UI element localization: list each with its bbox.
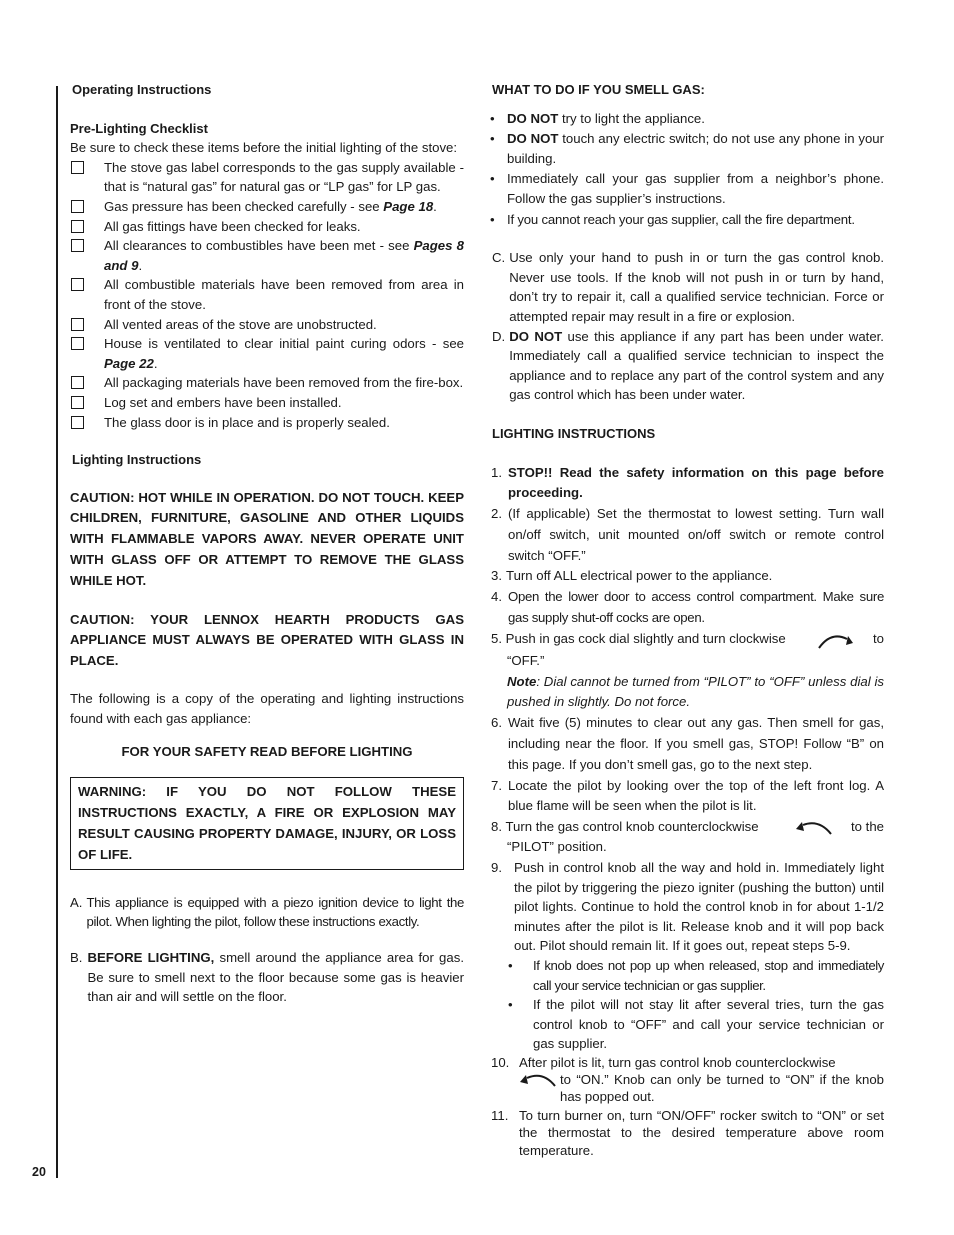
- lighting-steps: [490, 463, 884, 1160]
- smell-gas-title: WHAT TO DO IF YOU SMELL GAS:: [492, 82, 705, 97]
- list-item: • DO NOT touch any electric switch; do not use any phone in your building.: [490, 131, 884, 166]
- lighting-instructions-heading: LIGHTING INSTRUCTIONS: [492, 425, 656, 441]
- counterclockwise-arrow-icon: [518, 1071, 558, 1091]
- checklist-item: The stove gas label corresponds to the gas supply available - that is “natural gas” for natural gas or “LP gas” for LP gas.: [70, 158, 464, 197]
- safety-item-a: A. This appliance is equipped with a piezo ignition device to light the pilot. When lighting the pilot, follow these instructions exactly.: [70, 894, 464, 930]
- checklist-item: Log set and embers have been installed.: [70, 393, 464, 413]
- list-item: • If you cannot reach your gas supplier, call the fire department.: [490, 211, 855, 227]
- checklist-item: All combustible materials have been removed from area in front of the stove.: [70, 275, 464, 314]
- page-number: 20: [32, 1165, 46, 1179]
- safety-item-b: B. BEFORE LIGHTING, smell around the appliance area for gas. Be sure to smell next to the floor because some gas is heavier than air and will settle on the floor.: [70, 950, 464, 1005]
- checklist-item: Gas pressure has been checked carefully - see Page 18.: [70, 197, 464, 217]
- step-8: 8. Turn the gas control knob counterclockwise to the “PILOT” position.: [491, 818, 884, 855]
- step-1: 1. STOP!! Read the safety information on this page before proceeding.: [491, 464, 884, 501]
- page-reference: Page 22: [104, 355, 154, 371]
- checklist-item: The glass door is in place and is properly sealed.: [70, 413, 464, 433]
- step-7: 7. Locate the pilot by looking over the top of the left front log. A blue flame will be seen when the pilot is lit.: [491, 777, 884, 814]
- page-reference: Pages 8 and 9: [104, 238, 464, 273]
- right-column: [490, 80, 884, 1159]
- caution-glass: CAUTION: YOUR LENNOX HEARTH PRODUCTS GAS APPLIANCE MUST ALWAYS BE OPERATED WITH GLASS IN PLACE.: [70, 611, 464, 669]
- safety-item-c: C. Use only your hand to push in or turn the gas control knob. Never use tools. If the knob will not push in or turn by hand, don’t try to repair it, call a qualified service technician. Force or attempted repair may result in a fire or explosion.: [492, 250, 884, 324]
- checkbox[interactable]: [71, 318, 84, 331]
- step-11: 11. To turn burner on, turn “ON/OFF” rocker switch to “ON” or set the thermostat to the desired temperature above room temperature.: [491, 1107, 884, 1158]
- margin-rule: [56, 86, 58, 1178]
- checklist-item: All packaging materials have been removed from the fire-box.: [70, 373, 464, 393]
- step-5: 5. Push in gas cock dial slightly and turn clockwise to “OFF.” Note: Dial cannot be turned from “PILOT” to “OFF” unless dial is pushed in slightly. Do not force.: [490, 629, 884, 713]
- safety-item-d: D. DO NOT use this appliance if any part has been under water. Immediately call a qualified service technician to inspect the appliance and to replace any part of the control system and any gas control which has been under water.: [492, 328, 884, 403]
- step-10: 10. After pilot is lit, turn gas control knob counterclockwise to “ON.” Knob can only be turned to “ON” if the knob has popped out.: [491, 1054, 884, 1104]
- step-3: 3. Turn off ALL electrical power to the appliance.: [491, 568, 773, 584]
- checkbox[interactable]: [71, 161, 84, 174]
- prelighting-intro: Be sure to check these items before the initial lighting of the stove:: [70, 140, 458, 156]
- step-9: 9. Push in control knob all the way and hold in. Immediately light the pilot by triggering the piezo igniter (pushing the button) until pilot lights. Continue to hold the control knob in for about 1-1/2 minutes after the pilot is lit. Release knob and it will pop back out. Pilot should remain lit. If it goes out, repeat steps 5-9.: [491, 860, 884, 954]
- caution-hot: CAUTION: HOT WHILE IN OPERATION. DO NOT TOUCH. KEEP CHILDREN, FURNITURE, GASOLINE AND OTHER LIQUIDS WITH FLAMMABLE VAPORS AWAY. NEVER OPERATE UNIT WITH GLASS OFF OR ATTEMPT TO REMOVE THE GLASS WHILE HOT.: [70, 489, 464, 588]
- safety-heading: FOR YOUR SAFETY READ BEFORE LIGHTING: [121, 744, 413, 760]
- checklist-item: All gas fittings have been checked for leaks.: [70, 217, 464, 237]
- step-4: 4. Open the lower door to access control compartment. Make sure gas supply shut-off cocks are open.: [491, 589, 884, 626]
- checklist-item: All vented areas of the stove are unobstructed.: [70, 315, 464, 335]
- checkbox[interactable]: [71, 337, 84, 350]
- checkbox[interactable]: [71, 220, 84, 233]
- checklist-item: House is ventilated to clear initial paint curing odors - see Page 22.: [70, 334, 464, 373]
- smell-gas-list: [490, 109, 884, 230]
- page-reference: Page 18: [383, 198, 434, 214]
- checkbox[interactable]: [71, 396, 84, 409]
- prelighting-checklist-title: Pre-Lighting Checklist: [70, 120, 208, 136]
- checkbox[interactable]: [71, 200, 84, 213]
- step-9-sub-item: • If the pilot will not stay lit after several tries, turn the gas control knob to “OFF” and call your service technician or gas supplier.: [508, 997, 884, 1052]
- checkbox[interactable]: [71, 278, 84, 291]
- clockwise-arrow-icon: [815, 629, 857, 651]
- prelighting-checklist: [70, 158, 464, 432]
- checklist-item: All clearances to combustibles have been met - see Pages 8 and 9.: [70, 236, 464, 275]
- list-item: • Immediately call your gas supplier from a neighbor’s phone. Follow the gas supplier’s instructions.: [490, 171, 884, 206]
- operating-instructions-title: Operating Instructions: [72, 82, 212, 97]
- checkbox[interactable]: [71, 376, 84, 389]
- warning-box: WARNING: IF YOU DO NOT FOLLOW THESE INSTRUCTIONS EXACTLY, A FIRE OR EXPLOSION MAY RESULT CAUSING PROPERTY DAMAGE, INJURY, OR LOSS OF LIFE.: [70, 777, 464, 870]
- step-6: 6. Wait five (5) minutes to clear out any gas. Then smell for gas, including near the floor. If you smell gas, STOP! Follow “B” on this page. If you don’t smell gas, go to the next step.: [491, 715, 884, 772]
- left-column: [70, 80, 464, 1007]
- lighting-instructions-title: Lighting Instructions: [72, 452, 202, 468]
- checkbox[interactable]: [71, 239, 84, 252]
- counterclockwise-arrow-icon: [793, 817, 835, 837]
- step-2: 2. (If applicable) Set the thermostat to lowest setting. Turn wall on/off switch, unit mounted on/off switch or remote control switch “OFF.”: [491, 506, 884, 563]
- copy-intro: The following is a copy of the operating and lighting instructions found with each gas appliance:: [70, 691, 464, 726]
- list-item: • DO NOT try to light the appliance.: [490, 110, 705, 126]
- checkbox[interactable]: [71, 416, 84, 429]
- step-9-sub-item: • If knob does not pop up when released, stop and immediately call your service technician or gas supplier.: [508, 958, 884, 993]
